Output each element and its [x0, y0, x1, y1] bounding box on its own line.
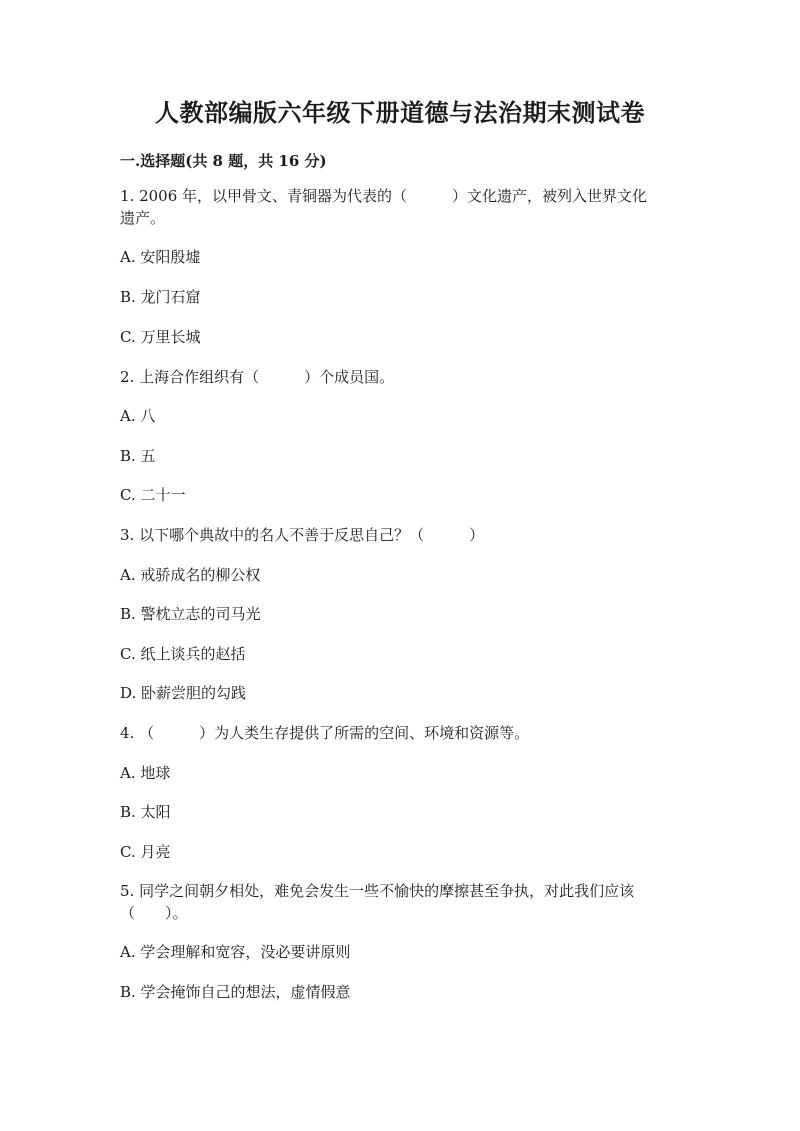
- question-3-stem: 3. 以下哪个典故中的名人不善于反思自己？（ ）: [120, 526, 485, 544]
- question-1-option-b: B. 龙门石窟: [120, 288, 201, 306]
- question-4-option-a: A. 地球: [120, 764, 171, 782]
- question-3-option-b: B. 警枕立志的司马光: [120, 605, 261, 623]
- question-1-stem-line-2: 遗产。: [120, 209, 166, 227]
- question-1-option-c: C. 万里长城: [120, 328, 201, 346]
- section-heading: 一.选择题(共 8 题，共 16 分): [120, 152, 327, 170]
- page-title: 人教部编版六年级下册道德与法治期末测试卷: [155, 98, 645, 127]
- question-4-option-c: C. 月亮: [120, 843, 171, 861]
- question-5-option-a: A. 学会理解和宽容，没必要讲原则: [120, 943, 351, 961]
- question-1-option-a: A. 安阳殷墟: [120, 248, 201, 266]
- question-5-option-b: B. 学会掩饰自己的想法，虚情假意: [120, 983, 351, 1001]
- question-4-stem: 4. （ ）为人类生存提供了所需的空间、环境和资源等。: [120, 724, 530, 742]
- question-3-option-a: A. 戒骄成名的柳公权: [120, 566, 261, 584]
- question-2-stem: 2. 上海合作组织有（ ）个成员国。: [120, 368, 395, 386]
- question-1-stem-line-1: 1. 2006 年，以甲骨文、青铜器为代表的（ ）文化遗产，被列入世界文化: [120, 187, 648, 205]
- question-5-stem-line-2: （ ）。: [120, 904, 188, 922]
- question-2-option-c: C. 二十一: [120, 486, 186, 504]
- question-5-stem-line-1: 5. 同学之间朝夕相处，难免会发生一些不愉快的摩擦甚至争执，对此我们应该: [120, 882, 635, 900]
- question-3-option-d: D. 卧薪尝胆的勾践: [120, 684, 247, 702]
- question-3-option-c: C. 纸上谈兵的赵括: [120, 645, 246, 663]
- question-2-option-b: B. 五: [120, 447, 156, 465]
- question-2-option-a: A. 八: [120, 407, 156, 425]
- question-4-option-b: B. 太阳: [120, 803, 171, 821]
